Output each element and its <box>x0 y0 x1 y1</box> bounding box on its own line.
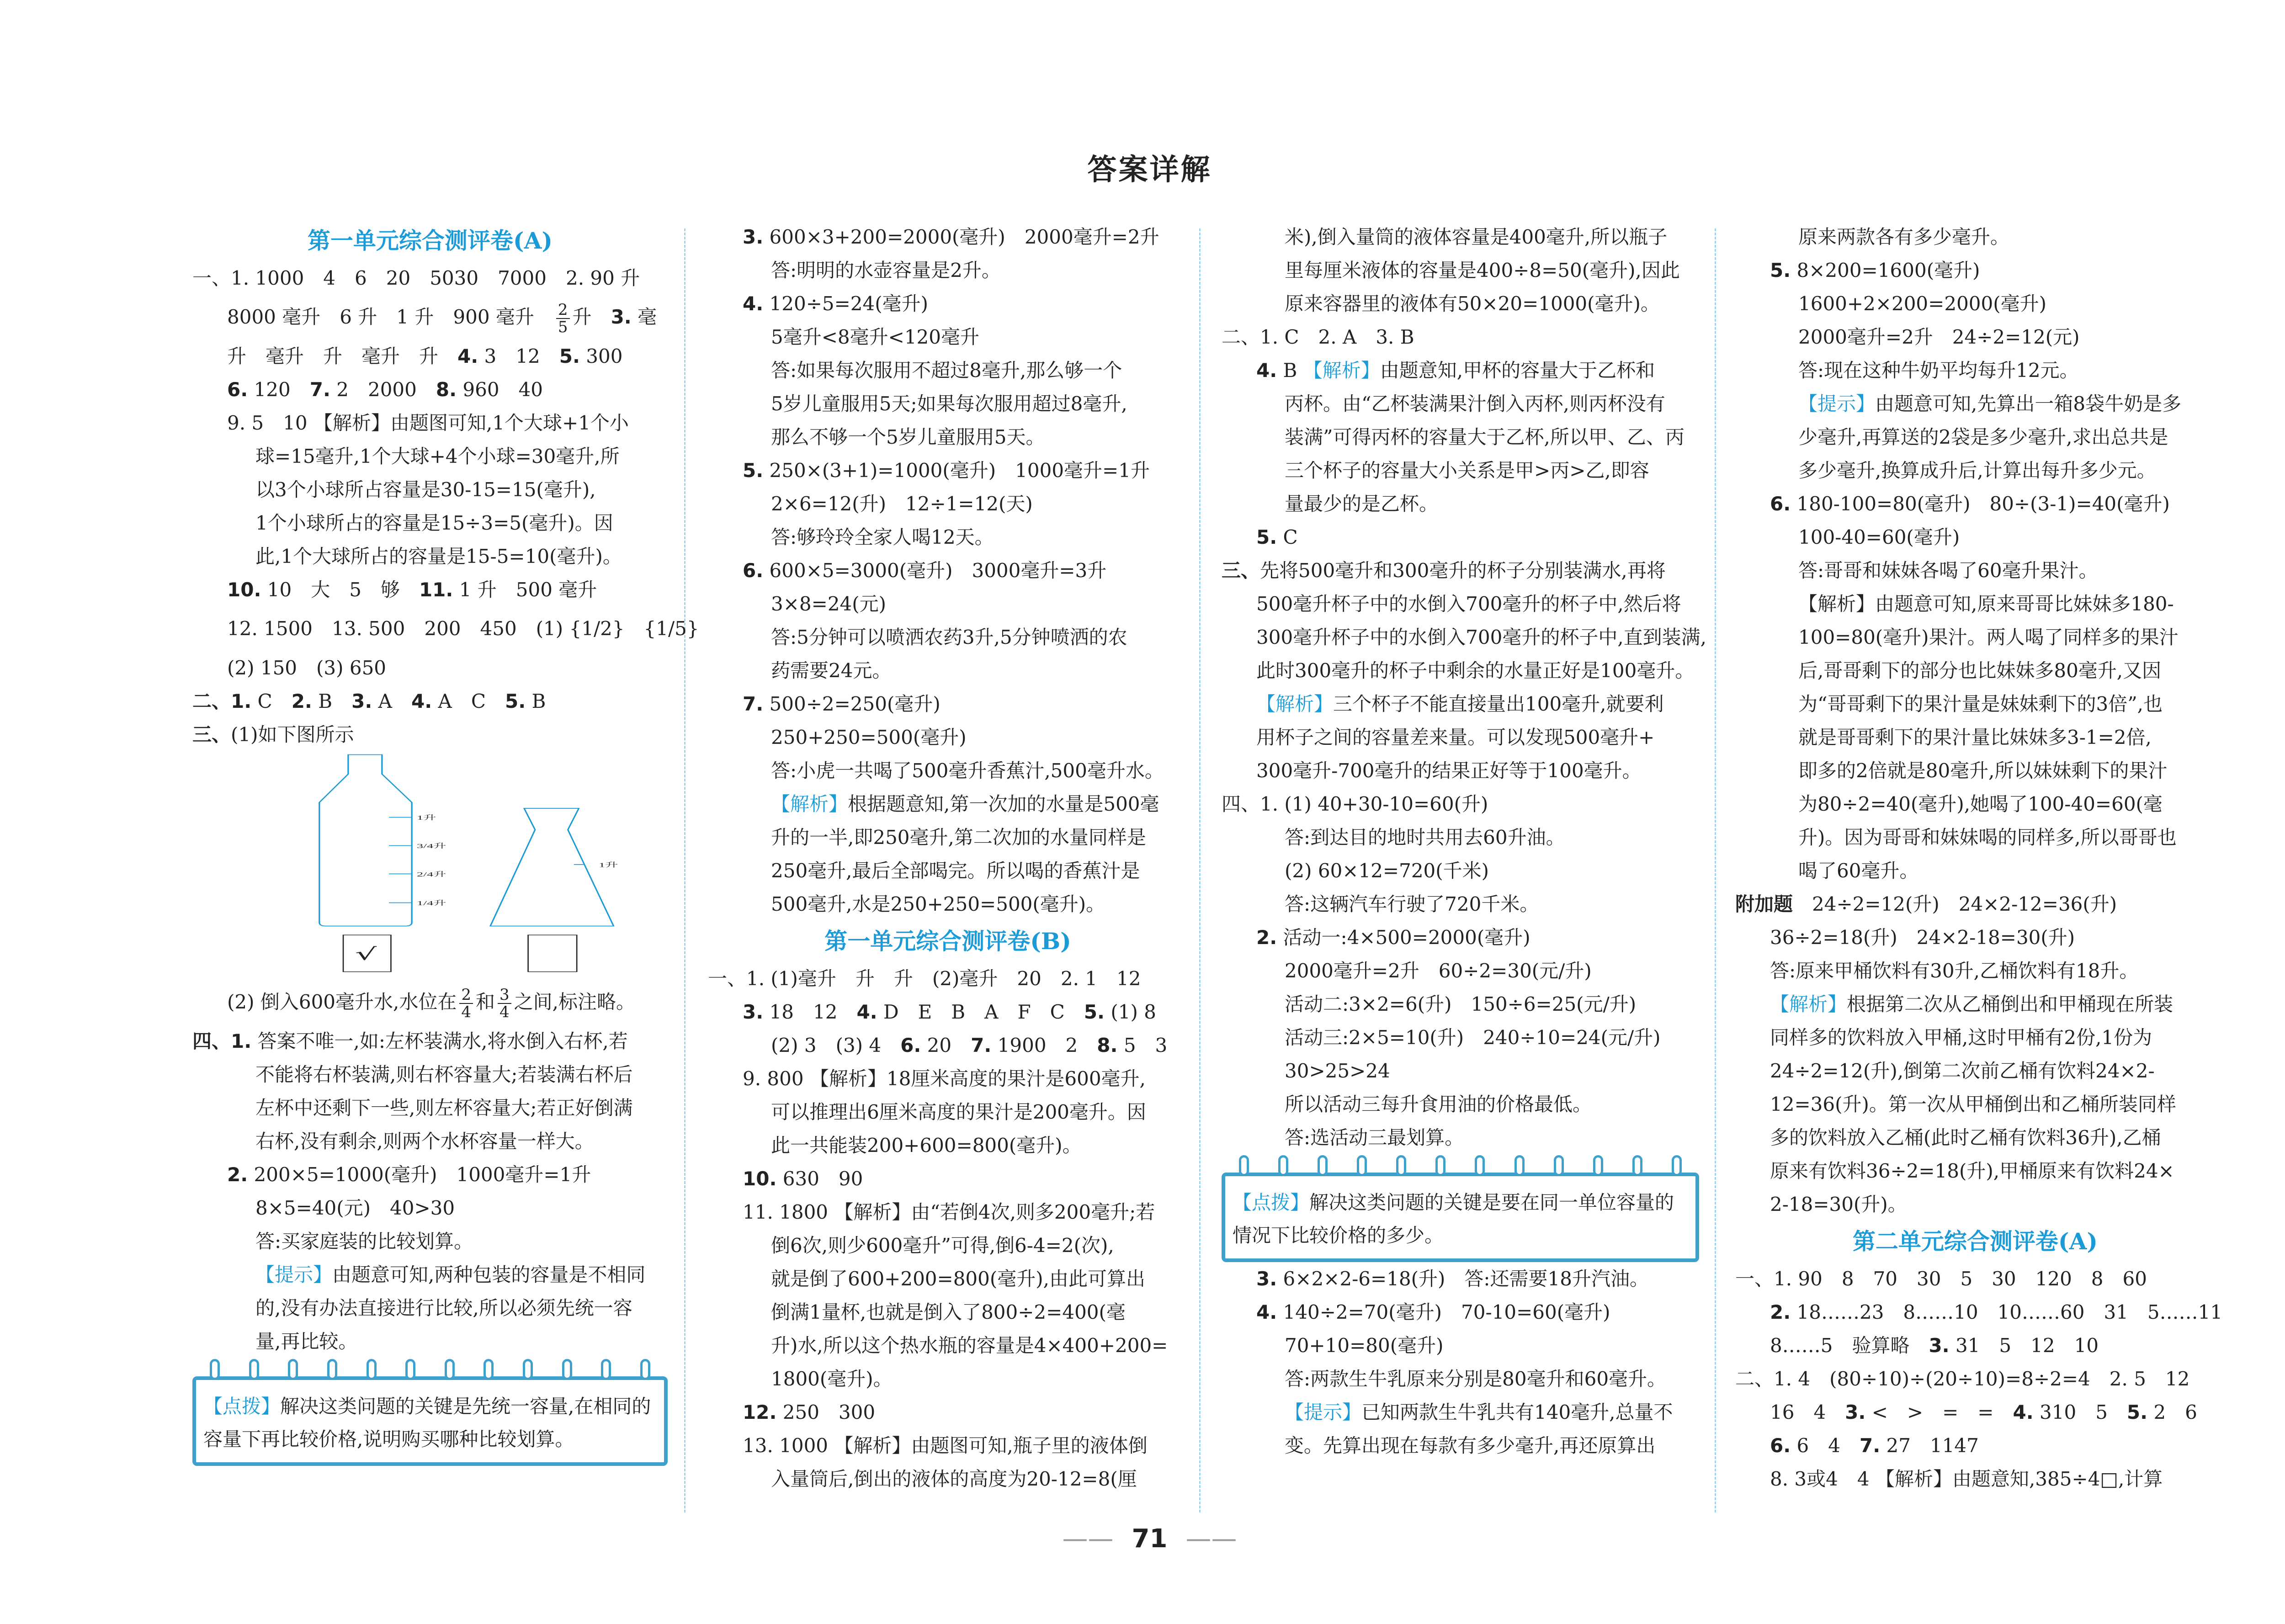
answer-line: 250毫升,最后全部喝完。所以喝的香蕉汁是 <box>771 860 1140 882</box>
answer-line: 答:到达目的地时共用去60升油。 <box>1285 826 1565 849</box>
flask-label: 1升 <box>599 861 618 869</box>
answer-line: 升 毫升 升 毫升 升 4. 3 12 5. 300 <box>227 345 623 367</box>
answer-line: 四、1. (1) 40+30-10=60(升) <box>1222 793 1488 815</box>
answer-column-1 <box>192 220 699 1466</box>
answer-line: 2. 活动一:4×500=2000(毫升) <box>1256 926 1530 949</box>
answer-line: 量最少的是乙杯。 <box>1285 493 1439 515</box>
question-number: 6. <box>1770 493 1791 515</box>
answer-line: (2) 150 (3) 650 <box>227 657 387 679</box>
annotation-tag: 【点拨】 <box>203 1395 281 1417</box>
ring-icon <box>484 1359 494 1380</box>
fraction: $\frac{2}{5}$ <box>556 302 570 335</box>
answer-line: 8……5 验算略 3. 31 5 12 10 <box>1770 1334 2099 1357</box>
bottle-label: 3/4升 <box>417 842 446 850</box>
question-number: 4. <box>1256 359 1277 382</box>
answer-line: 可以推理出6厘米高度的果汁是200毫升。因 <box>771 1101 1146 1123</box>
answer-line: (2) 倒入600毫升水,水位在 $\frac{2}{4}$ 和 $\frac{3}{4}$ 之间,标注略。 <box>227 986 636 1021</box>
answer-line: 答:两款生牛乳原来分别是80毫升和60毫升。 <box>1285 1368 1667 1390</box>
answer-line: 答:如果每次服用不超过8毫升,那么够一个 <box>771 359 1122 382</box>
question-number: 7. <box>1859 1434 1881 1457</box>
answer-line: 5. 250×(3+1)=1000(毫升) 1000毫升=1升 <box>743 459 1150 482</box>
answer-line: 10. 630 90 <box>743 1168 863 1190</box>
question-number: 4. <box>2013 1401 2034 1423</box>
question-number: 2. <box>291 690 312 712</box>
answer-line: 以3个小球所占容量是30-15=15(毫升), <box>255 478 596 501</box>
answer-line: 变。先算出现在每款有多少毫升,再还原算出 <box>1285 1434 1656 1457</box>
flask-answer-box <box>528 935 577 971</box>
ring-icon <box>601 1359 611 1380</box>
answer-line: 三、先将500毫升和300毫升的杯子分别装满水,再将 <box>1222 559 1666 582</box>
answer-line: 36÷2=18(升) 24×2-18=30(升) <box>1770 926 2075 949</box>
bottle-label: 2/4升 <box>417 870 446 878</box>
annotation-tag: 【提示】 <box>1285 1401 1362 1423</box>
question-number: 5. <box>743 459 764 482</box>
answer-line: 8000 毫升 6 升 1 升 900 毫升 $\frac{2}{5}$ 升 3. 毫 <box>227 301 657 336</box>
answer-line: 答:买家庭装的比较划算。 <box>255 1230 473 1252</box>
question-number: 3. <box>1845 1401 1866 1423</box>
answer-line: 此一共能装200+600=800(毫升)。 <box>771 1134 1082 1157</box>
question-number: 2. <box>227 1163 248 1186</box>
answer-line: 升)水,所以这个热水瓶的容量是4×400+200= <box>771 1334 1168 1357</box>
answer-line: 1600+2×200=2000(毫升) <box>1798 292 2047 315</box>
answer-line: 答:哥哥和妹妹各喝了60毫升果汁。 <box>1798 559 2098 582</box>
question-number: 6. <box>227 378 248 401</box>
answer-line: 附加题 24÷2=12(升) 24×2-12=36(升) <box>1735 893 2117 915</box>
answer-line: 三、(1)如下图所示 <box>192 723 354 746</box>
answer-line: 活动二:3×2=6(升) 150÷6=25(元/升) <box>1285 993 1637 1015</box>
ring-icon <box>405 1359 415 1380</box>
answer-line: 丙杯。由“乙杯装满果汁倒入丙杯,则丙杯没有 <box>1285 393 1665 415</box>
ring-icon <box>1396 1155 1406 1176</box>
answer-line: 药需要24元。 <box>771 659 892 682</box>
ring-icon <box>1593 1155 1603 1176</box>
answer-line: 8×5=40(元) 40>30 <box>255 1197 455 1219</box>
answer-line: 【解析】根据题意知,第一次加的水量是500毫 <box>771 793 1159 815</box>
answer-line: 那么不够一个5岁儿童服用5天。 <box>771 426 1045 448</box>
answer-line: 原来有饮料36÷2=18(升),甲桶原来有饮料24× <box>1770 1160 2174 1182</box>
answer-line: 10. 10 大 5 够 11. 1 升 500 毫升 <box>227 578 597 601</box>
annotation-tag: 【解析】 <box>771 793 848 815</box>
answer-line: 4. B 【解析】由题意知,甲杯的容量大于乙杯和 <box>1256 359 1655 382</box>
fraction: $\frac{3}{4}$ <box>498 987 511 1020</box>
answer-line: 就是倒了600+200=800(毫升),由此可算出 <box>771 1268 1146 1290</box>
answer-line: 为80÷2=40(毫升),她喝了100-40=60(毫 <box>1798 793 2163 815</box>
answer-line: 同样多的饮料放入甲桶,这时甲桶有2份,1份为 <box>1770 1026 2152 1049</box>
page-title: 答案详解 <box>1087 153 1212 187</box>
answer-line: 9. 5 10 【解析】由题图可知,1个大球+1个小 <box>227 412 629 434</box>
section-number: 三、 <box>192 723 231 746</box>
question-number: 2. <box>1256 926 1277 949</box>
tip-note-text: 【点拨】解决这类问题的关键是先统一容量,在相同的容量下再比较价格,说明购买哪种比较划算。 <box>203 1395 651 1450</box>
question-number: 4. <box>1256 1301 1277 1323</box>
answer-line: 一、1. (1)毫升 升 升 (2)毫升 20 2. 1 12 <box>708 967 1141 990</box>
section-heading: 第二单元综合测评卷(A) <box>1852 1228 2098 1255</box>
answer-line: 左杯中还剩下一些,则左杯容量大;若正好倒满 <box>255 1097 633 1119</box>
tip-note-text: 【点拨】解决这类问题的关键是要在同一单位容量的情况下比较价格的多少。 <box>1233 1191 1674 1247</box>
answer-line: 7. 500÷2=250(毫升) <box>743 693 941 715</box>
section-number: 三、 <box>1222 559 1260 582</box>
ring-icon <box>1632 1155 1642 1176</box>
ring-icon <box>210 1359 220 1380</box>
answer-line: 里每厘米液体的容量是400÷8=50(毫升),因此 <box>1285 259 1680 281</box>
answer-line: 右杯,没有剩余,则两个水杯容量一样大。 <box>255 1130 594 1152</box>
section-number: 四、 <box>192 1030 231 1052</box>
ring-icon <box>327 1359 337 1380</box>
answer-line: 6. 120 7. 2 2000 8. 960 40 <box>227 378 543 401</box>
answer-line: (2) 60×12=720(千米) <box>1285 860 1489 882</box>
ring-icon <box>1239 1155 1249 1176</box>
answer-column-2 <box>708 220 1188 1496</box>
answer-line: 5. C <box>1256 526 1298 548</box>
answer-line: 70+10=80(毫升) <box>1285 1334 1444 1357</box>
answer-line: 答:现在这种牛奶平均每升12元。 <box>1798 359 2079 382</box>
answer-line: 24÷2=12(升),倒第二次前乙桶有饮料24×2- <box>1770 1060 2155 1082</box>
fraction: $\frac{2}{4}$ <box>459 987 473 1020</box>
answer-line: 【提示】由题意可知,两种包装的容量是不相同 <box>255 1263 646 1286</box>
answer-line: 答:明明的水壶容量是2升。 <box>771 259 1001 281</box>
answer-line: 二、1. C 2. A 3. B <box>1222 326 1414 348</box>
question-number: 2. <box>1770 1301 1791 1323</box>
answer-line: 多的饮料放入乙桶(此时乙桶有饮料36升),乙桶 <box>1770 1126 2161 1149</box>
answer-line: 500毫升杯子中的水倒入700毫升的杯子中,然后将 <box>1256 593 1681 615</box>
question-number: 4. <box>856 1001 877 1023</box>
answer-line: 二、1. 4 (80÷10)÷(20÷10)=8÷2=4 2. 5 12 <box>1735 1368 2190 1390</box>
answer-line: (2) 3 (3) 4 6. 20 7. 1900 2 8. 5 3 <box>771 1034 1168 1056</box>
answer-line: 答:小虎一共喝了500毫升香蕉汁,500毫升水。 <box>771 759 1164 782</box>
answer-line: 100=80(毫升)果汁。两人喝了同样多的果汁 <box>1798 626 2179 648</box>
answer-line: 6. 6 4 7. 27 1147 <box>1770 1434 1979 1457</box>
answer-line: 就是哥哥剩下的果汁量比妹妹多3-1=2倍, <box>1798 726 2152 748</box>
question-number: 8. <box>1097 1034 1118 1056</box>
ring-icon <box>1672 1155 1682 1176</box>
question-number: 6. <box>743 559 764 582</box>
answer-line: 喝了60毫升。 <box>1798 860 1919 882</box>
answer-line: 12. 250 300 <box>743 1401 876 1423</box>
answer-line: 2000毫升=2升 60÷2=30(元/升) <box>1285 960 1592 982</box>
ring-icon <box>1435 1155 1445 1176</box>
answer-line: 四、1. 答案不唯一,如:左杯装满水,将水倒入右杯,若 <box>192 1030 628 1052</box>
ring-icon <box>1318 1155 1328 1176</box>
question-number: 3. <box>743 1001 764 1023</box>
answer-line: 2. 18……23 8……10 10……60 31 5……11 <box>1770 1301 2223 1323</box>
answer-line: 答:选活动三最划算。 <box>1285 1126 1464 1149</box>
page-number-value: 71 <box>1132 1524 1168 1554</box>
column-divider <box>1199 228 1201 1513</box>
answer-line: 升)。因为哥哥和妹妹喝的同样多,所以哥哥也 <box>1798 826 2177 849</box>
answer-line: 4. 120÷5=24(毫升) <box>743 292 929 315</box>
ring-icon <box>1357 1155 1367 1176</box>
answer-line: 【解析】由题意可知,原来哥哥比妹妹多180- <box>1798 593 2174 615</box>
answer-line: 3×8=24(元) <box>771 593 887 615</box>
answer-column-4 <box>1735 220 2223 1496</box>
answer-line: 答:够玲玲全家人喝12天。 <box>771 526 994 548</box>
question-number: 4. <box>743 292 764 315</box>
question-number: 7. <box>971 1034 992 1056</box>
answer-line: 8. 3或4 4 【解析】由题意知,385÷4□,计算 <box>1770 1468 2163 1490</box>
spiral-binding-decoration <box>1239 1155 1682 1176</box>
answer-line: 6. 600×5=3000(毫升) 3000毫升=3升 <box>743 559 1107 582</box>
question-number: 7. <box>743 693 764 715</box>
flask <box>490 808 614 926</box>
answer-line: 12=36(升)。第一次从甲桶倒出和乙桶所装同样 <box>1770 1093 2176 1115</box>
answer-line: 的,没有办法直接进行比较,所以必须先统一容 <box>255 1297 632 1319</box>
section-number: 二、 <box>192 690 231 712</box>
answer-line: 米),倒入量筒的液体容量是400毫升,所以瓶子 <box>1285 226 1668 248</box>
section-heading: 第一单元综合测评卷(A) <box>307 227 553 254</box>
answer-line: 答:5分钟可以喷洒农药3升,5分钟喷洒的农 <box>771 626 1127 648</box>
answer-line: 答:这辆汽车行驶了720千米。 <box>1285 893 1539 915</box>
question-number: 8. <box>436 378 457 401</box>
answer-line: 此,1个大球所占的容量是15-5=10(毫升)。 <box>255 545 622 568</box>
question-number: 6. <box>1770 1434 1791 1457</box>
ring-icon <box>1554 1155 1564 1176</box>
question-number: 4. <box>457 345 478 367</box>
answer-line: 3. 600×3+200=2000(毫升) 2000毫升=2升 <box>743 226 1159 248</box>
question-number: 6. <box>900 1034 921 1056</box>
question-number: 4. <box>411 690 432 712</box>
section-heading: 第一单元综合测评卷(B) <box>824 928 1071 955</box>
ring-icon <box>523 1359 533 1380</box>
answer-line: 30>25>24 <box>1285 1060 1390 1082</box>
answer-line: 3. 18 12 4. D E B A F C 5. (1) 8 <box>743 1001 1156 1023</box>
ring-icon <box>367 1359 377 1380</box>
annotation-tag: 【提示】 <box>1798 393 1876 415</box>
question-number: 7. <box>309 378 330 401</box>
question-number: 11. <box>419 578 453 601</box>
answer-line: 2-18=30(升)。 <box>1770 1193 1907 1215</box>
question-number: 5. <box>2126 1401 2148 1423</box>
answer-line: 原来容器里的液体有50×20=1000(毫升)。 <box>1285 292 1660 315</box>
answer-line: 13. 1000 【解析】由题图可知,瓶子里的液体倒 <box>743 1434 1148 1457</box>
ring-icon <box>640 1359 650 1380</box>
question-number: 3. <box>611 306 632 328</box>
column-divider <box>1715 228 1716 1513</box>
question-number: 5. <box>1256 526 1277 548</box>
answer-line: 倒6次,则少600毫升”可得,倒6-4=2(次), <box>771 1234 1114 1257</box>
answer-line: 250+250=500(毫升) <box>771 726 967 748</box>
answer-line: 1个小球所占的容量是15÷3=5(毫升)。因 <box>255 512 613 534</box>
answer-line: 一、1. 1000 4 6 20 5030 7000 2. 90 升 <box>192 267 640 289</box>
ring-icon <box>288 1359 298 1380</box>
question-number: 3. <box>743 226 764 248</box>
answer-line: 6. 180-100=80(毫升) 80÷(3-1)=40(毫升) <box>1770 493 2170 515</box>
answer-line: 300毫升杯子中的水倒入700毫升的杯子中,直到装满, <box>1256 626 1707 648</box>
answer-line: 5毫升<8毫升<120毫升 <box>771 326 979 348</box>
answer-line: 装满”可得丙杯的容量大于乙杯,所以甲、乙、丙 <box>1285 426 1685 448</box>
answer-line: 量,再比较。 <box>255 1330 358 1353</box>
answer-line: 2000毫升=2升 24÷2=12(元) <box>1798 326 2080 348</box>
bonus-label: 附加题 <box>1735 893 1793 915</box>
question-number: 12. <box>743 1401 777 1423</box>
answer-line: 活动三:2×5=10(升) 240÷10=24(元/升) <box>1285 1026 1661 1049</box>
tip-note-box <box>192 1376 668 1466</box>
ring-icon <box>249 1359 259 1380</box>
answer-line: 4. 140÷2=70(毫升) 70-10=60(毫升) <box>1256 1301 1610 1323</box>
answer-line: 3. 6×2×2-6=18(升) 答:还需要18升汽油。 <box>1256 1268 1649 1290</box>
ring-icon <box>562 1359 572 1380</box>
spiral-binding-decoration <box>210 1359 650 1380</box>
answer-line: 后,哥哥剩下的部分也比妹妹多80毫升,又因 <box>1798 659 2162 682</box>
answer-line: 不能将右杯装满,则右杯容量大;若装满右杯后 <box>255 1063 633 1086</box>
question-number: 5. <box>559 345 580 367</box>
ring-icon <box>1278 1155 1288 1176</box>
answer-line: 此时300毫升的杯子中剩余的水量正好是100毫升。 <box>1256 659 1695 682</box>
question-number: 3. <box>351 690 372 712</box>
answer-line: 球=15毫升,1个大球+4个小球=30毫升,所 <box>255 445 620 467</box>
answer-line: 二、1. C 2. B 3. A 4. A C 5. B <box>192 690 546 712</box>
answer-line: 5. 8×200=1600(毫升) <box>1770 259 1980 281</box>
answer-line: 1800(毫升)。 <box>771 1368 893 1390</box>
check-mark: √ <box>355 944 377 964</box>
answer-line: 【解析】三个杯子不能直接量出100毫升,就要利 <box>1256 693 1664 715</box>
answer-line: 升的一半,即250毫升,第二次加的水量同样是 <box>771 826 1146 849</box>
annotation-tag: 【点拨】 <box>1233 1191 1310 1214</box>
question-number: 10. <box>227 578 261 601</box>
question-number: 1. <box>231 690 252 712</box>
answer-line: 【提示】由题意可知,先算出一箱8袋牛奶是多 <box>1798 393 2182 415</box>
answer-line: 多少毫升,换算成升后,计算出每升多少元。 <box>1798 459 2156 482</box>
answer-line: 用杯子之间的容量差来量。可以发现500毫升+ <box>1256 726 1655 748</box>
answer-line: 【提示】已知两款生牛乳共有140毫升,总量不 <box>1285 1401 1673 1423</box>
answer-line: 12. 1500 13. 500 200 450 (1) {1/2} {1/5} <box>227 617 699 640</box>
question-number: 5. <box>1770 259 1791 281</box>
answer-line: 即多的2倍就是80毫升,所以妹妹剩下的果汁 <box>1798 759 2168 782</box>
question-number: 1. <box>231 1030 252 1052</box>
question-number: 5. <box>1084 1001 1105 1023</box>
bottle-label: 1升 <box>417 814 436 822</box>
answer-line: 一、1. 90 8 70 30 5 30 120 8 60 <box>1735 1268 2147 1290</box>
bottle-label: 1/4升 <box>417 899 446 907</box>
answer-line: 5岁儿童服用5天;如果每次服用超过8毫升, <box>771 393 1127 415</box>
tip-note-box <box>1222 1173 1699 1262</box>
ring-icon <box>1475 1155 1485 1176</box>
answer-line: 9. 800 【解析】18厘米高度的果汁是600毫升, <box>743 1067 1146 1090</box>
answer-line: 原来两款各有多少毫升。 <box>1798 226 2010 248</box>
annotation-tag: 【解析】 <box>1256 693 1334 715</box>
answer-line: 500毫升,水是250+250=500(毫升)。 <box>771 893 1105 915</box>
answer-line: 少毫升,再算送的2袋是多少毫升,求出总共是 <box>1798 426 2168 448</box>
annotation-tag: 【提示】 <box>255 1263 333 1286</box>
question-number: 3. <box>1929 1334 1950 1357</box>
answer-line: 100-40=60(毫升) <box>1798 526 1960 548</box>
answer-line: 2×6=12(升) 12÷1=12(天) <box>771 493 1033 515</box>
answer-line: 所以活动三每升食用油的价格最低。 <box>1285 1093 1592 1115</box>
answer-line: 入量筒后,倒出的液体的高度为20-12=8(厘 <box>771 1468 1137 1490</box>
answer-line: 三个杯子的容量大小关系是甲>丙>乙,即容 <box>1285 459 1649 482</box>
question-number: 5. <box>505 690 526 712</box>
container-figure <box>192 751 668 980</box>
annotation-tag: 【解析】 <box>1770 993 1847 1015</box>
answer-line: 【解析】根据第二次从乙桶倒出和甲桶现在所装 <box>1770 993 2173 1015</box>
answer-line: 倒满1量杯,也就是倒入了800÷2=400(毫 <box>771 1301 1126 1323</box>
answer-line: 11. 1800 【解析】由“若倒4次,则多200毫升;若 <box>743 1201 1155 1223</box>
answer-line: 答:原来甲桶饮料有30升,乙桶饮料有18升。 <box>1770 960 2139 982</box>
page-number: —— 71 —— <box>1062 1524 1237 1554</box>
answer-line: 2. 200×5=1000(毫升) 1000毫升=1升 <box>227 1163 591 1186</box>
annotation-tag: 【解析】 <box>1303 359 1380 382</box>
bottle <box>319 755 412 926</box>
answer-column-3 <box>1222 220 1707 1462</box>
ring-icon <box>445 1359 455 1380</box>
question-number: 10. <box>743 1168 777 1190</box>
answer-line: 为“哥哥剩下的果汁量是妹妹剩下的3倍”,也 <box>1798 693 2163 715</box>
answer-line: 300毫升-700毫升的结果正好等于100毫升。 <box>1256 759 1642 782</box>
question-number: 3. <box>1256 1268 1277 1290</box>
answer-line: 16 4 3. < > = = 4. 310 5 5. 2 6 <box>1770 1401 2197 1423</box>
ring-icon <box>1514 1155 1525 1176</box>
